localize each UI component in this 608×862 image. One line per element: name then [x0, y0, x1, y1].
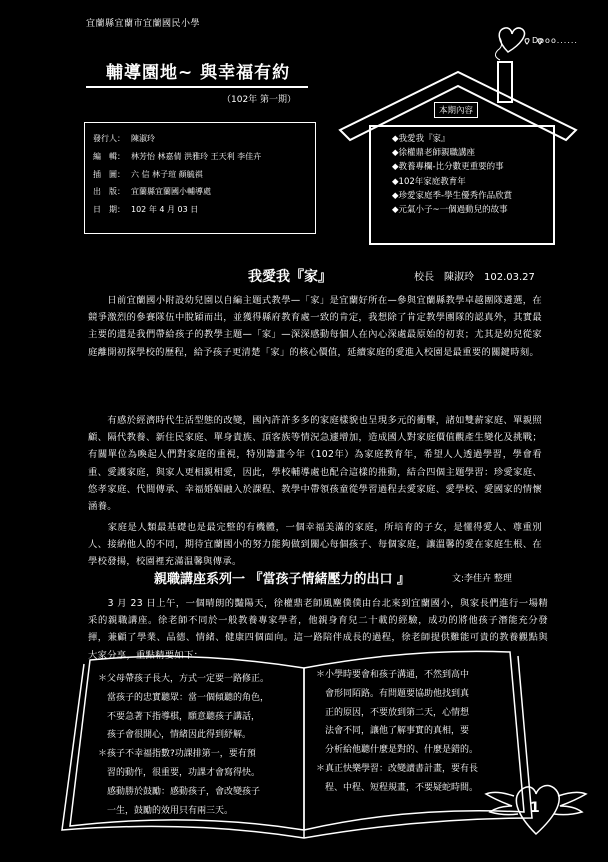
credit-value: 宜蘭縣宜蘭國小輔導處 — [131, 187, 211, 197]
newsletter-title: 輔導園地~ 與幸福有約 — [106, 63, 291, 83]
credit-label: 插 圖： — [93, 169, 125, 179]
title-underline — [86, 86, 308, 88]
book-line: 會形同陌路。有問題要協助他找到真 — [316, 688, 470, 699]
article-byline: 校長 陳淑玲 102.03.27 — [414, 272, 535, 283]
article-paragraph: 日前宜蘭國小附設幼兒園以自編主題式教學—「家」是宜蘭好所在—參與宜蘭縣教學卓越團隊遴選，在競爭激烈的參賽隊伍中脫穎而出，並獲得縣府教育處一致的肯定，我想除了肯定教學團隊的認真外，其實最主要的還是我們帶給孩子的教學主題—「家」—深深感動每個人在內心深處最原始的初衷；尤其是幼兒從家庭離開初探學校的歷程，給予孩子更清楚「家」的核心價值，延續家庭的愛進入校園是最重要的關鍵時刻。 — [88, 295, 542, 358]
section-title: 親職講座系列一 『當孩子情緒壓力的出口 』 — [154, 572, 411, 587]
credit-value: 六 信 林子瑄 顏毓祺 — [131, 169, 203, 179]
school-name: 宜蘭縣宜蘭市宜蘭國民小學 — [86, 19, 201, 29]
book-line: 法會不同，讓他了解事實的真相，要 — [316, 726, 470, 737]
article-paragraph: 家庭是人類最基礎也是最完整的有機體，一個幸福美滿的家庭，所培育的子女，是懂得愛人、尊重別人、接納他人的不同，期待宜蘭國小的努力能夠做到關心每個孩子、每個家庭，讓溫馨的愛在家庭生根、在學校發揚，校園裡充滿温馨與傳承。 — [88, 522, 542, 568]
book-line: 孩子會很開心，情緒因此得到紓解。 — [98, 730, 252, 741]
book-right-page-text — [316, 666, 488, 798]
toc-title: 本期內容 — [434, 102, 478, 118]
book-line: 正的原因，不要放到第二天，心情想 — [316, 707, 470, 718]
table-of-contents — [392, 132, 552, 217]
book-line: ＊真正快樂學習：改變讀書計畫，要有長 — [316, 763, 479, 774]
book-line: 一生，鼓勵的效用只有兩三天。 — [98, 805, 234, 816]
heart-doodle-icon — [499, 28, 524, 52]
book-line: 不要急著下指導棋，願意聽孩子講話， — [98, 711, 261, 722]
book-line: ＊父母帶孩子長大，方式一定要一路修正。 — [98, 674, 270, 684]
book-left-page-text — [98, 670, 298, 820]
credit-row-date — [93, 201, 307, 219]
credit-label: 日 期： — [93, 205, 125, 215]
credit-label: 編 輯： — [93, 151, 125, 161]
credit-row-publisher-org — [93, 183, 307, 201]
credit-row-publisher — [93, 130, 307, 148]
issue-number: （102年 第一期） — [222, 95, 297, 105]
credit-label: 出 版： — [93, 187, 125, 197]
credits-box — [84, 122, 316, 234]
section-paragraph: 3 月 23 日上午，一個晴朗的豔陽天，徐權鼎老師風塵僕僕由台北來到宜蘭國小，與家長們進行一場精采的親職講座。徐老師不同於一般教養專家學者，他親身育兒二十載的經驗，成功的將他孩子潛能充分發揮，兼顧了學業、品德、情緒、健康四個面向。這一路陪伴成長的過程，徐老師提供難能可貴的教養觀點與大家分享，重點精要如下： — [88, 598, 548, 661]
credit-value: 102 年 4 月 03 日 — [131, 205, 199, 215]
credit-value: 林芳怡 林嘉倩 洪雅玲 王天利 李佳卉 — [131, 151, 262, 161]
toc-item: ◆元氣小子~一個過動兒的故事 — [392, 205, 508, 216]
book-line: ＊孩子不幸福指數?功課排第一，要有預 — [98, 749, 256, 760]
book-line: 程、中程、短程規畫，不要疑蛇時間。 — [316, 782, 479, 793]
credit-row-editors — [93, 148, 307, 166]
book-line: 習的動作，很重要，功課才會寫得快。 — [98, 767, 261, 778]
toc-item: ◆徐權鼎老師親職講座 — [392, 148, 476, 159]
toc-item: ◆教養專欄-比分數更重要的事 — [392, 162, 504, 173]
credit-value: 陳淑玲 — [131, 134, 155, 143]
page-number: 1 — [530, 800, 540, 816]
article-paragraph: 有感於經濟時代生活型態的改變，國內許許多多的家庭樣貌也呈現多元的衝擊，諸如雙薪家庭、單親照顧、隔代教養、新住民家庭、單身貴族、頂客族等情況急遽增加，造成國人對家庭價值觀產生變化及挑戰；有關單位為喚起人們對家庭的重視，特別籌畫今年（102年）為家庭教育年，希望人人透過學習，學會看重、愛護家庭，與家人更相親相愛，因此，學校輔導處也配合這樣的推動，結合四個主題學習：珍愛家庭、悠孝家庭、代間傳承、幸福婚姻融入於課程、教學中帶領孩童從學習過程去愛家庭、愛學校、愛國家的情懷涵養。 — [88, 415, 542, 513]
doodle-text: Dooo...... — [532, 36, 578, 45]
toc-item: ◆我愛我『家』 — [392, 134, 450, 144]
book-line: 當孩子的忠實聽眾：當一個傾聽的角色， — [98, 692, 270, 703]
book-line: 感動勝於鼓勵：感動孩子，會改變孩子 — [98, 786, 261, 797]
toc-item: ◆102年家庭教育年 — [392, 176, 466, 187]
toc-item: ◆珍愛家庭季-學生優秀作品欣賞 — [392, 190, 513, 201]
article-title: 我愛我『家』 — [248, 269, 332, 285]
book-line: ＊小學時要會和孩子溝通，不然到高中 — [316, 670, 470, 680]
book-line: 分析給他聽什麼是對的、什麼是錯的。 — [316, 745, 479, 756]
credit-row-illustrators — [93, 166, 307, 184]
section-byline: 文:李佳卉 整理 — [452, 574, 512, 584]
credit-label: 發行人： — [93, 134, 125, 143]
